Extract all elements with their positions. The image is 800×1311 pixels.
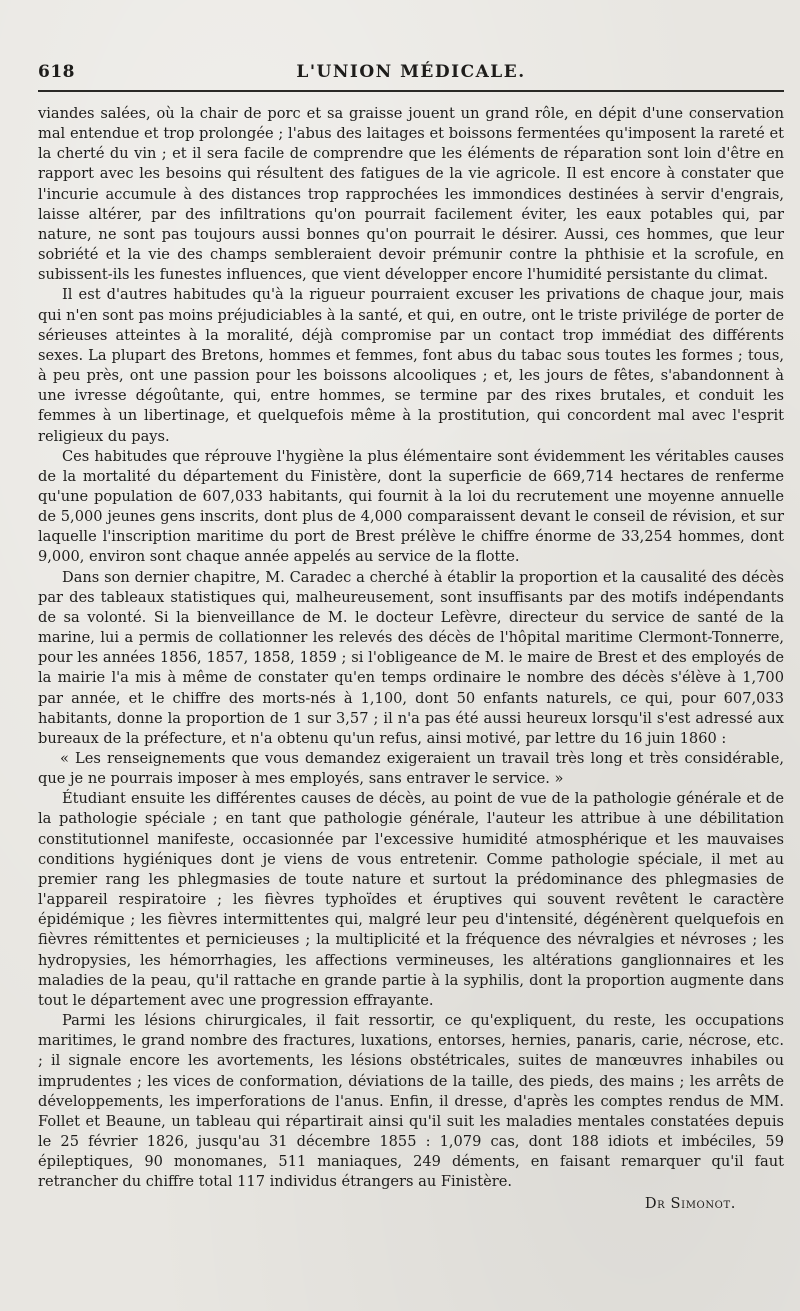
- paragraph: Ces habitudes que réprouve l'hygiène la plus élémentaire sont évidemment les véritables causes de la mortalité du département du Finistère, dont la superficie de 669,714 hectares de renferme qu'une population de 607,033 habitants, qui fournit à la loi du recrutement une moyenne annuelle de 5,000 jeunes gens inscrits, dont plus de 4,000 comparaissent devant le conseil de révision, et sur laquelle l'inscription maritime du port de Brest prélève le chiffre énorme de 33,254 hommes, dont 9,000, environ sont chaque année appelés au service de la flotte.: [38, 447, 784, 566]
- journal-title: L'UNION MÉDICALE.: [296, 62, 526, 82]
- page-header: [38, 52, 784, 92]
- page-number: 618: [38, 62, 75, 82]
- paragraph: Dans son dernier chapitre, M. Caradec a cherché à établir la proportion et la causalité des décès par des tableaux statistiques qui, malheureusement, sont insuffisants par des motifs indépendants de sa volonté. Si la bienveillance de M. le docteur Lefèvre, directeur du service de santé de la marine, lui a permis de collationner les relevés des décès de l'hôpital maritime Clermont-Tonnerre, pour les années 1856, 1857, 1858, 1859 ; si l'obligeance de M. le maire de Brest et des employés de la mairie l'a mis à même de constater qu'en temps ordinaire le nombre des décès s'élève à 1,700 par année, et le chiffre des morts-nés à 1,100, dont 50 enfants naturels, ce qui, pour 607,033 habitants, donne la proportion de 1 sur 3,57 ; il n'a pas été aussi heureux lorsqu'il s'est adressé aux bureaux de la préfecture, et n'a obtenu qu'un refus, ainsi motivé, par lettre du 16 juin 1860 :: [38, 568, 784, 747]
- quoted-letter: « Les renseignements que vous demandez exigeraient un travail très long et très considérable, que je ne pourrais imposer à mes employés, sans entraver le service. »: [38, 750, 784, 788]
- paragraph: Parmi les lésions chirurgicales, il fait ressortir, ce qu'expliquent, du reste, les occupations maritimes, le grand nombre des fractures, luxations, entorses, hernies, panaris, carie, nécrose, etc. ; il signale encore les avortements, les lésions obstétricales, suites de manœuvres inhabiles ou imprudentes ; les vices de conformation, déviations de la taille, des pieds, des mains ; les arrêts de développements, les imperforations de l'anus. Enfin, il dresse, d'après les comptes rendus de MM. Follet et Beaune, un tableau qui répartirait ainsi qu'il suit les maladies mentales constatées depuis le 25 février 1826, jusqu'au 31 décembre 1855 : 1,079 cas, dont 188 idiots et imbéciles, 59 épileptiques, 90 monomanes, 511 maniaques, 249 déments, en faisant remarquer qu'il faut retrancher du chiffre total 117 individus étrangers au Finistère.: [38, 1012, 784, 1191]
- article-body: [38, 104, 784, 1192]
- author-signature: Dr Simonot.: [644, 1195, 736, 1213]
- paragraph: Étudiant ensuite les différentes causes de décès, au point de vue de la pathologie générale et de la pathologie spéciale ; en tant que pathologie générale, l'auteur les attribue à une débilitation constitutionnel manifeste, occasionnée par l'excessive humidité atmosphérique et les mauvaises conditions hygiéniques dont je viens de vous entretenir. Comme pathologie spéciale, il met au premier rang les phlegmasies de toute nature et surtout la prédominance des phlegmasies de l'appareil respiratoire ; les fièvres typhoïdes et éruptives qui souvent revêtent le caractère épidémique ; les fièvres intermittentes qui, malgré leur peu d'intensité, dégénèrent quelquefois en fièvres rémittentes et pernicieuses ; la multiplicité et la fréquence des névralgies et névroses ; les hydropysies, les hémorrhagies, les affections vermineuses, les altérations ganglionnaires et les maladies de la peau, qu'il rattache en grande partie à la syphilis, dont la proportion augmente dans tout le département avec une progression effrayante.: [38, 790, 784, 1009]
- paragraph-continued: viandes salées, où la chair de porc et sa graisse jouent un grand rôle, en dépit d'une conservation mal entendue et trop prolongée ; l'abus des laitages et boissons fermentées qu'imposent la rareté et la cherté du vin ; et il sera facile de comprendre que les éléments de réparation sont loin d'être en rapport avec les besoins qui résultent des fatigues de la vie agricole. Il est encore à constater que l'incurie accumule à des distances trop rapprochées les immondices destinées à servir d'engrais, laisse altérer, par des infiltrations qu'on pourrait facilement éviter, les eaux potables qui, par nature, ne sont pas toujours aussi bonnes qu'on pourrait le désirer. Aussi, ces hommes, que leur sobriété et la vie des champs sembleraient devoir prémunir contre la phthisie et la scrofule, en subissent-ils les funestes influences, que vient développer encore l'humidité persistante du climat.: [38, 105, 784, 284]
- paragraph: Il est d'autres habitudes qu'à la rigueur pourraient excuser les privations de chaque jour, mais qui n'en sont pas moins préjudiciables à la santé, et qui, en outre, ont le triste privilége de porter de sérieuses atteintes à la moralité, déjà compromise par un contact trop immédiat des différents sexes. La plupart des Bretons, hommes et femmes, font abus du tabac sous toutes les formes ; tous, à peu près, ont une passion pour les boissons alcooliques ; et, les jours de fêtes, s'abandonnent à une ivresse dégoûtante, qui, entre hommes, se termine par des rixes brutales, et conduit les femmes à un libertinage, et quelquefois même à la prostitution, qui concordent mal avec l'esprit religieux du pays.: [38, 286, 784, 445]
